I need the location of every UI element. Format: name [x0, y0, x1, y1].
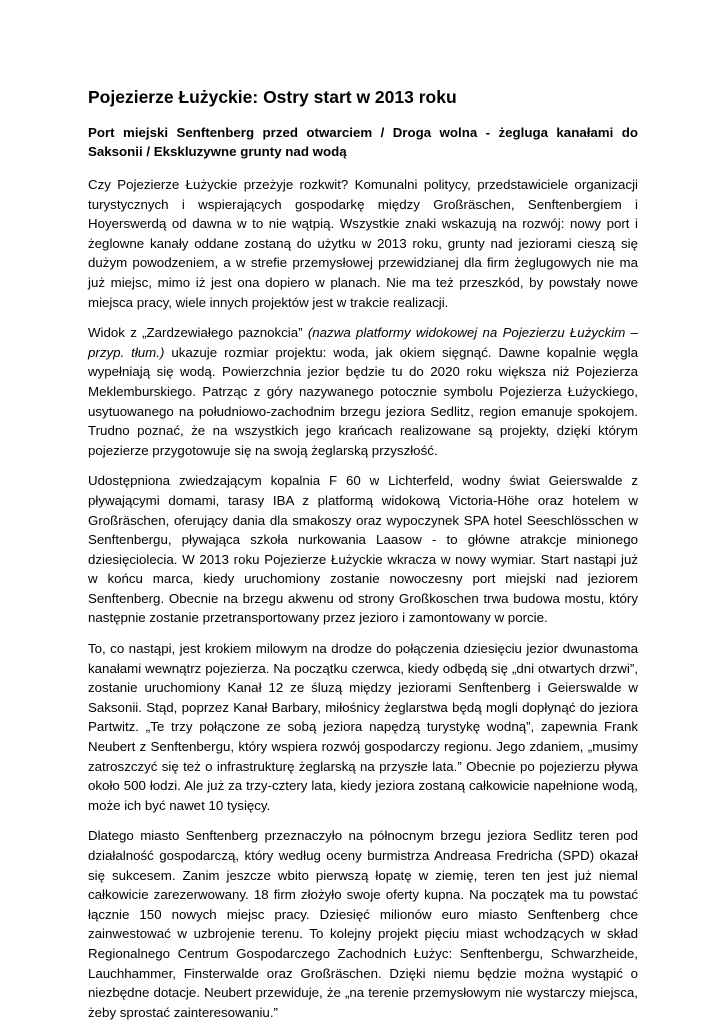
document-page	[88, 86, 638, 1033]
paragraph-2-body: ukazuje rozmiar projektu: woda, jak okiem sięgnąć. Dawne kopalnie węgla wypełniają się wodą. Powierzchnia jezior będzie tu do 2020 roku większa niż Pojezierza Meklemburskiego. Patrząc z góry nazywanego potocznie symbolu Pojezierza Łużyckiego, usytuowanego na południowo-zachodnim brzegu jeziora Sedlitz, region emanuje spokojem. Trudno poznać, że na wszystkich jego krańcach realizowane są projekty, dzięki którym pojezierze przygotowuje się na swoją żeglarską przyszłość.	[88, 344, 638, 458]
paragraph-3: Udostępniona zwiedzającym kopalnia F 60 w Lichterfeld, wodny świat Geierswalde z pływającymi domami, tarasy IBA z platformą widokową Victoria-Höhe oraz hotelem w Großräschen, oferujący dania dla smakoszy oraz wypoczynek SPA hotel Seeschlösschen w Senftenbergu, pływająca szkoła nurkowania Laasow - to główne atrakcje minionego dziesięciolecia. W 2013 roku Pojezierze Łużyckie wkracza w nowy wymiar. Start nastąpi już w końcu marca, kiedy uruchomiony zostanie nowoczesny port miejski nad jeziorem Senftenberg. Obecnie na brzegu akwenu od strony Großkoschen trwa budowa mostu, który następnie zostanie przetransportowany przez jezioro i zamontowany w porcie.	[88, 473, 638, 626]
document-title: Pojezierze Łużyckie: Ostry start w 2013 roku	[88, 87, 457, 107]
paragraph-1: Czy Pojezierze Łużyckie przeżyje rozkwit? Komunalni politycy, przedstawiciele organizacji turystycznych i wspierających gospodarkę między Großräschen, Senftenbergiem i Hoyerswerdą od dawna w to nie wątpią. Wszystkie znaki wskazują na rozwój: nowy port i żeglowne kanały oddane zostaną do użytku w 2013 roku, grunty nad jeziorami cieszą się dużym powodzeniem, a w strefie przemysłowej przewidzianej dla firm żeglugowych nie ma już miejsc, mimo iż jest ona dopiero w planach. Nie ma też przeszkód, by powstały nowe miejsca pracy, wiele innych projektów jest w trakcie realizacji.	[88, 177, 638, 310]
paragraph-5: Dlatego miasto Senftenberg przeznaczyło na północnym brzegu jeziora Sedlitz teren pod działalność gospodarczą, który według oceny burmistrza Andreasa Fredricha (SPD) okazał się sukcesem. Zanim jeszcze wbito pierwszą łopatę w ziemię, teren ten jest już niemal całkowicie zarezerwowany. 18 firm złożyło swoje oferty kupna. Na początek ma tu powstać łącznie 150 nowych miejsc pracy. Dziesięć milionów euro miasto Senftenberg chce zainwestować w uzbrojenie terenu. To kolejny projekt pięciu miast wchodzących w skład Regionalnego Centrum Gospodarczego Zachodnich Łużyc: Senftenbergu, Schwarzheide, Lauchhammer, Finsterwalde oraz Großräschen. Dzięki niemu będzie można wystąpić o niezbędne dotacje. Neubert przewiduje, że „na terenie przemysłowym nie wystarczy miejsca, żeby sprostać zainteresowaniu.”	[88, 828, 638, 1020]
translator-note: (nazwa platformy widokowej na Pojezierzu Łużyckim – przyp. tłum.)	[88, 325, 638, 360]
paragraph-2-lead: Widok z „Zardzewiałego paznokcia”	[88, 325, 308, 341]
paragraph-4: To, co nastąpi, jest krokiem milowym na drodze do połączenia dziesięciu jezior dwunastoma kanałami wewnątrz pojezierza. Na początku czerwca, kiedy odbędą się „dni otwartych drzwi”, zostanie uruchomiony Kanał 12 ze śluzą między jeziorami Senftenberg i Geierswalde w Saksonii. Stąd, poprzez Kanał Barbary, miłośnicy żeglarstwa będą mogli dopłynąć do jeziora Partwitz. „Te trzy połączone ze sobą jeziora napędzą turystykę wodną”, zapewnia Frank Neubert z Senftenbergu, który wspiera rozwój gospodarczy regionu. Jego zdaniem, „musimy zatroszczyć się też o infrastrukturę żeglarską na przyszłe lata.” Obecnie po pojezierzu pływa około 500 łodzi. Ale już za trzy-cztery lata, kiedy jeziora zostaną całkowicie napełnione wodą, może ich być nawet 10 tysięcy.	[88, 641, 638, 813]
paragraph-2	[88, 323, 638, 460]
document-subtitle: Port miejski Senftenberg przed otwarciem / Droga wolna - żegluga kanałami do Saksonii / Ekskluzywne grunty nad wodą	[88, 125, 638, 159]
